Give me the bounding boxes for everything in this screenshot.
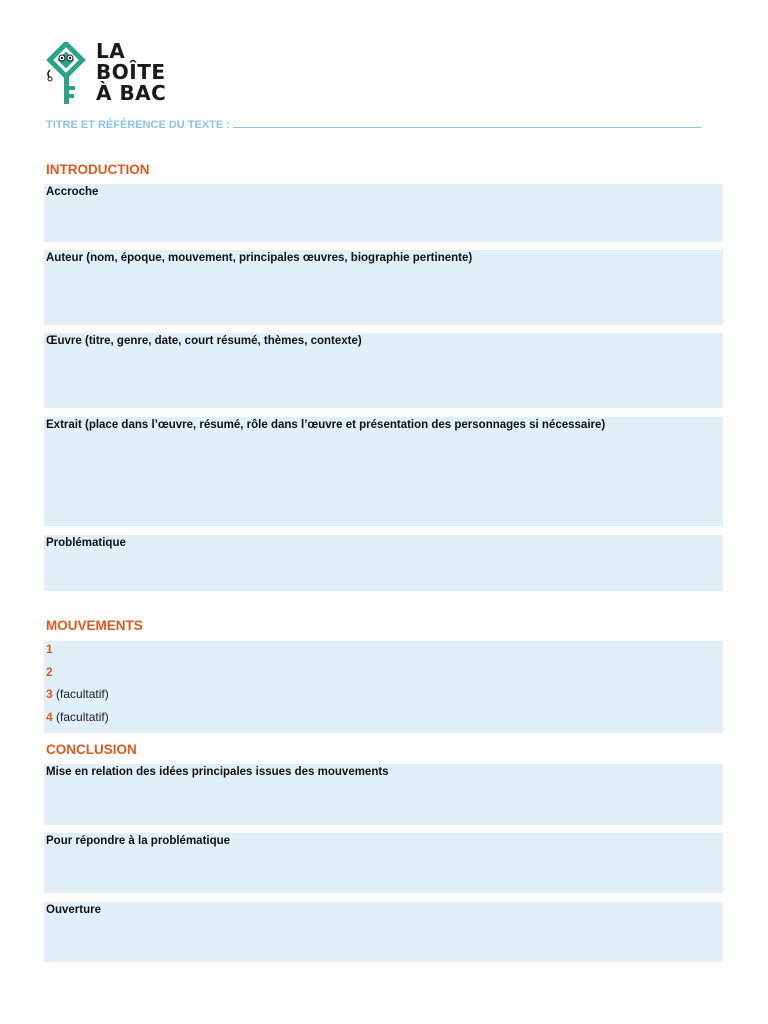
- mouvement-item: [46, 710, 109, 724]
- field-label: Extrait (place dans l’œuvre, résumé, rôle dans l’œuvre et présentation des personnages si nécessaire): [46, 419, 606, 431]
- field-label: Œuvre (titre, genre, date, court résumé, thèmes, contexte): [46, 335, 362, 347]
- field-reponse-problematique[interactable]: [44, 833, 723, 893]
- field-oeuvre[interactable]: [44, 333, 723, 408]
- mouvement-item: [46, 665, 53, 679]
- field-label: Ouverture: [46, 904, 101, 916]
- title-reference-label: TITRE ET RÉFÉRENCE DU TEXTE :: [46, 119, 230, 131]
- mouvement-number: 4: [46, 710, 53, 724]
- mouvement-number: 1: [46, 642, 53, 656]
- field-problematique[interactable]: [44, 535, 723, 591]
- mouvement-item: [46, 642, 53, 656]
- logo-line-1: LA: [96, 39, 126, 63]
- brand-logo: [44, 39, 184, 110]
- mouvement-number: 3: [46, 687, 53, 701]
- section-title-introduction: INTRODUCTION: [46, 162, 150, 177]
- field-mouvements[interactable]: [44, 641, 723, 733]
- field-accroche[interactable]: [44, 184, 723, 242]
- field-mise-en-relation[interactable]: [44, 764, 723, 825]
- field-label: Accroche: [46, 186, 99, 198]
- mouvement-note: (facultatif): [56, 710, 109, 724]
- logo-line-2: BOÎTE: [96, 60, 166, 84]
- field-ouverture[interactable]: [44, 902, 723, 962]
- mouvement-number: 2: [46, 665, 53, 679]
- section-title-mouvements: MOUVEMENTS: [46, 618, 143, 633]
- field-label: Problématique: [46, 537, 126, 549]
- title-reference-blank[interactable]: [233, 118, 701, 128]
- field-label: Mise en relation des idées principales issues des mouvements: [46, 766, 389, 778]
- field-label: Pour répondre à la problématique: [46, 835, 231, 847]
- field-extrait[interactable]: [44, 417, 723, 526]
- field-label: Auteur (nom, époque, mouvement, principales œuvres, biographie pertinente): [46, 252, 473, 264]
- section-title-conclusion: CONCLUSION: [46, 742, 137, 757]
- title-reference-line: [46, 118, 716, 131]
- field-auteur[interactable]: [44, 250, 723, 325]
- key-mascot-icon: [44, 42, 92, 108]
- mouvement-note: (facultatif): [56, 687, 109, 701]
- logo-line-3: À BAC: [96, 81, 167, 105]
- mouvement-item: [46, 687, 109, 701]
